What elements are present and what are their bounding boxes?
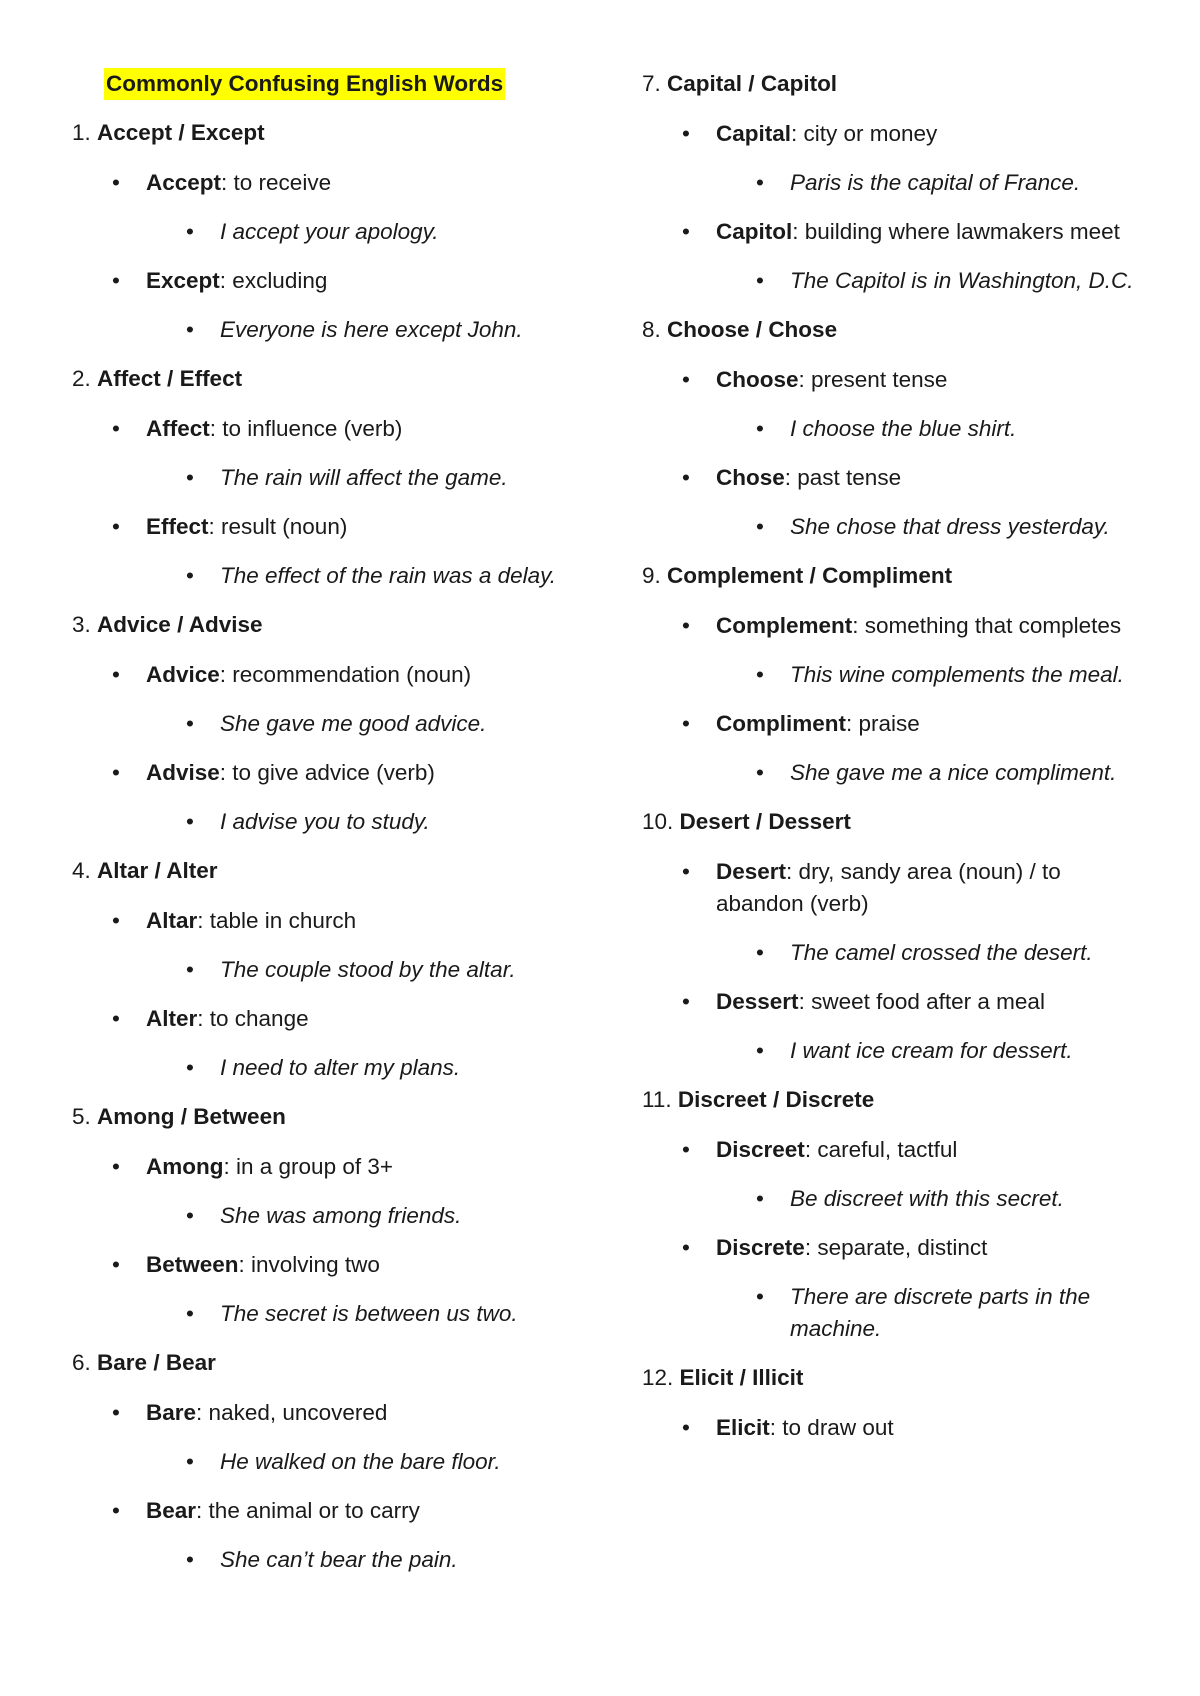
pair-heading	[642, 314, 1142, 346]
term-definition	[72, 167, 582, 199]
pair-word-b: Advise	[188, 612, 263, 637]
pair-words	[97, 1104, 286, 1129]
term-meaning: : past tense	[784, 465, 902, 490]
pair-number: 8.	[642, 317, 661, 342]
term-meaning: : naked, uncovered	[196, 1400, 388, 1425]
term-definition	[72, 905, 582, 937]
bullet-icon: •	[186, 957, 194, 982]
pair-word-a: Advice	[97, 612, 171, 637]
pair-heading	[72, 1101, 582, 1133]
bullet-icon: •	[186, 317, 194, 342]
term-meaning: : careful, tactful	[804, 1137, 958, 1162]
bullet-icon: •	[186, 1203, 194, 1228]
pair-number: 1.	[72, 120, 91, 145]
bullet-icon: •	[756, 940, 764, 965]
pair-heading	[72, 117, 582, 149]
left-word-list	[72, 117, 582, 1576]
example-text: This wine complements the meal.	[790, 662, 1124, 687]
term-word: Bear	[146, 1498, 197, 1523]
example-text: She gave me a nice compliment.	[790, 760, 1117, 785]
pair-word-b: Discrete	[785, 1087, 875, 1112]
term-meaning: : involving two	[238, 1252, 380, 1277]
pair-word-a: Elicit	[679, 1365, 734, 1390]
bullet-icon: •	[682, 859, 690, 884]
bullet-icon: •	[112, 1498, 120, 1523]
pair-words	[667, 317, 837, 342]
bullet-icon: •	[112, 170, 120, 195]
pair-word-b: Capitol	[760, 71, 838, 96]
term-definition	[642, 856, 1142, 920]
pair-words	[97, 366, 242, 391]
pair-word-b: Compliment	[822, 563, 953, 588]
example-text: Paris is the capital of France.	[790, 170, 1081, 195]
term-word: Alter	[146, 1006, 198, 1031]
bullet-icon: •	[186, 1055, 194, 1080]
example-sentence	[642, 937, 1142, 969]
bullet-icon: •	[186, 465, 194, 490]
pair-separator: /	[170, 612, 189, 637]
term-word: Altar	[146, 908, 198, 933]
pair-words	[680, 1365, 804, 1390]
example-text: I accept your apology.	[220, 219, 439, 244]
example-sentence	[72, 806, 582, 838]
pair-separator: /	[803, 563, 823, 588]
term-word: Advise	[146, 760, 220, 785]
example-text: The couple stood by the altar.	[220, 957, 516, 982]
term-word: Bare	[146, 1400, 197, 1425]
example-sentence	[72, 314, 582, 346]
example-sentence	[72, 1052, 582, 1084]
pair-separator: /	[174, 1104, 194, 1129]
bullet-icon: •	[756, 268, 764, 293]
example-text: The effect of the rain was a delay.	[220, 563, 557, 588]
bullet-icon: •	[112, 908, 120, 933]
pair-separator: /	[766, 1087, 786, 1112]
pair-heading	[642, 68, 1142, 100]
pair-heading	[72, 363, 582, 395]
example-sentence	[642, 1281, 1142, 1345]
example-text: She was among friends.	[220, 1203, 462, 1228]
pair-word-a: Discreet	[677, 1087, 767, 1112]
example-text: I choose the blue shirt.	[790, 416, 1017, 441]
term-definition	[642, 364, 1142, 396]
bullet-icon: •	[756, 760, 764, 785]
term-meaning: : sweet food after a meal	[798, 989, 1045, 1014]
example-text: I want ice cream for dessert.	[790, 1038, 1073, 1063]
bullet-icon: •	[112, 416, 120, 441]
term-definition	[72, 413, 582, 445]
example-sentence	[72, 560, 582, 592]
bullet-icon: •	[112, 268, 120, 293]
example-text: There are discrete parts in the machine.	[790, 1284, 1091, 1341]
bullet-icon: •	[682, 121, 690, 146]
term-word: Discreet	[716, 1137, 805, 1162]
term-word: Elicit	[716, 1415, 770, 1440]
pair-word-b: Except	[190, 120, 265, 145]
bullet-icon: •	[186, 1547, 194, 1572]
bullet-icon: •	[682, 465, 690, 490]
bullet-icon: •	[756, 1186, 764, 1211]
term-meaning: : to draw out	[769, 1415, 894, 1440]
bullet-icon: •	[112, 1154, 120, 1179]
example-text: The rain will affect the game.	[220, 465, 508, 490]
pair-words	[97, 1350, 216, 1375]
pair-word-b: Chose	[768, 317, 838, 342]
term-meaning: : city or money	[791, 121, 938, 146]
pair-heading	[642, 1084, 1142, 1116]
example-text: She chose that dress yesterday.	[790, 514, 1110, 539]
pair-words	[667, 563, 952, 588]
pair-words	[678, 1087, 874, 1112]
term-meaning: : in a group of 3+	[223, 1154, 393, 1179]
bullet-icon: •	[756, 1038, 764, 1063]
pair-number: 3.	[72, 612, 91, 637]
term-meaning: : to change	[197, 1006, 309, 1031]
term-word: Chose	[716, 465, 785, 490]
pair-word-a: Altar	[97, 858, 149, 883]
example-text: The camel crossed the desert.	[790, 940, 1093, 965]
bullet-icon: •	[186, 809, 194, 834]
pair-word-a: Choose	[667, 317, 750, 342]
pair-word-a: Bare	[97, 1350, 148, 1375]
term-meaning: : recommendation (noun)	[219, 662, 472, 687]
pair-word-b: Dessert	[768, 809, 851, 834]
term-definition	[642, 708, 1142, 740]
term-word: Among	[146, 1154, 224, 1179]
pair-words	[97, 858, 217, 883]
term-definition	[642, 1232, 1142, 1264]
term-definition	[642, 986, 1142, 1018]
term-meaning: : building where lawmakers meet	[792, 219, 1120, 244]
bullet-icon: •	[756, 170, 764, 195]
term-word: Effect	[146, 514, 209, 539]
term-word: Except	[146, 268, 220, 293]
term-word: Choose	[716, 367, 799, 392]
bullet-icon: •	[756, 416, 764, 441]
pair-words	[97, 120, 265, 145]
pair-word-a: Desert	[679, 809, 750, 834]
example-sentence	[72, 1544, 582, 1576]
example-sentence	[642, 1035, 1142, 1067]
pair-heading	[642, 560, 1142, 592]
pair-word-b: Illicit	[752, 1365, 804, 1390]
term-meaning: : to influence (verb)	[209, 416, 403, 441]
example-sentence	[642, 659, 1142, 691]
term-meaning: : something that completes	[852, 613, 1122, 638]
pair-number: 4.	[72, 858, 91, 883]
term-word: Compliment	[716, 711, 847, 736]
pair-separator: /	[749, 317, 769, 342]
pair-word-a: Complement	[667, 563, 804, 588]
bullet-icon: •	[682, 1137, 690, 1162]
term-definition	[642, 1134, 1142, 1166]
term-meaning: : excluding	[219, 268, 328, 293]
pair-words	[667, 71, 837, 96]
bullet-icon: •	[756, 514, 764, 539]
example-sentence	[72, 1200, 582, 1232]
example-text: I advise you to study.	[220, 809, 430, 834]
term-meaning: : to give advice (verb)	[219, 760, 435, 785]
example-sentence	[72, 462, 582, 494]
pair-separator: /	[742, 71, 761, 96]
document-title: Commonly Confusing English Words	[104, 68, 505, 100]
bullet-icon: •	[682, 613, 690, 638]
pair-separator: /	[147, 1350, 166, 1375]
bullet-icon: •	[112, 1252, 120, 1277]
bullet-icon: •	[112, 514, 120, 539]
term-word: Discrete	[716, 1235, 805, 1260]
example-sentence	[642, 511, 1142, 543]
term-definition	[642, 1412, 1142, 1444]
pair-words	[680, 809, 851, 834]
pair-heading	[72, 855, 582, 887]
bullet-icon: •	[682, 367, 690, 392]
term-word: Accept	[146, 170, 222, 195]
term-definition	[72, 1495, 582, 1527]
term-definition	[642, 216, 1142, 248]
example-text: The secret is between us two.	[220, 1301, 518, 1326]
bullet-icon: •	[682, 1415, 690, 1440]
term-meaning: : to receive	[221, 170, 332, 195]
pair-number: 5.	[72, 1104, 91, 1129]
example-sentence	[72, 1446, 582, 1478]
pair-word-b: Effect	[179, 366, 243, 391]
pair-word-b: Bear	[165, 1350, 216, 1375]
pair-words	[97, 612, 263, 637]
pair-word-a: Affect	[97, 366, 161, 391]
term-word: Capitol	[716, 219, 793, 244]
pair-word-b: Alter	[166, 858, 218, 883]
pair-separator: /	[172, 120, 191, 145]
pair-number: 10.	[642, 809, 674, 834]
example-text: She can’t bear the pain.	[220, 1547, 458, 1572]
term-meaning: : result (noun)	[208, 514, 348, 539]
example-sentence	[72, 216, 582, 248]
term-word: Dessert	[716, 989, 799, 1014]
pair-number: 7.	[642, 71, 661, 96]
term-definition	[72, 1397, 582, 1429]
bullet-icon: •	[682, 711, 690, 736]
term-definition	[72, 757, 582, 789]
example-sentence	[642, 413, 1142, 445]
example-sentence	[642, 265, 1142, 297]
example-sentence	[72, 1298, 582, 1330]
bullet-icon: •	[186, 563, 194, 588]
term-definition	[72, 265, 582, 297]
bullet-icon: •	[186, 219, 194, 244]
term-definition	[642, 462, 1142, 494]
term-definition	[642, 118, 1142, 150]
bullet-icon: •	[186, 711, 194, 736]
term-meaning: : present tense	[798, 367, 948, 392]
bullet-icon: •	[756, 1284, 764, 1309]
bullet-icon: •	[112, 1400, 120, 1425]
example-sentence	[642, 757, 1142, 789]
bullet-icon: •	[756, 662, 764, 687]
term-meaning: : table in church	[197, 908, 357, 933]
bullet-icon: •	[682, 989, 690, 1014]
term-definition	[642, 610, 1142, 642]
left-column	[72, 68, 582, 1593]
pair-heading	[72, 609, 582, 641]
example-sentence	[72, 954, 582, 986]
term-word: Complement	[716, 613, 853, 638]
bullet-icon: •	[112, 662, 120, 687]
bullet-icon: •	[112, 760, 120, 785]
term-meaning: : praise	[846, 711, 920, 736]
example-text: He walked on the bare floor.	[220, 1449, 501, 1474]
term-word: Affect	[146, 416, 210, 441]
pair-separator: /	[148, 858, 167, 883]
pair-separator: /	[733, 1365, 753, 1390]
pair-separator: /	[749, 809, 769, 834]
bullet-icon: •	[186, 1301, 194, 1326]
term-meaning: : the animal or to carry	[196, 1498, 420, 1523]
example-sentence	[642, 167, 1142, 199]
pair-heading	[72, 1347, 582, 1379]
term-definition	[72, 1003, 582, 1035]
right-word-list	[642, 68, 1142, 1444]
pair-number: 11.	[642, 1087, 672, 1112]
bullet-icon: •	[682, 1235, 690, 1260]
pair-number: 6.	[72, 1350, 91, 1375]
term-definition	[72, 659, 582, 691]
example-sentence	[642, 1183, 1142, 1215]
pair-word-a: Among	[97, 1104, 175, 1129]
right-column	[642, 68, 1142, 1461]
term-word: Desert	[716, 859, 787, 884]
term-meaning: : dry, sandy area (noun) / to abandon (verb)	[716, 859, 1061, 916]
bullet-icon: •	[186, 1449, 194, 1474]
pair-number: 2.	[72, 366, 91, 391]
example-text: Everyone is here except John.	[220, 317, 523, 342]
bullet-icon: •	[682, 219, 690, 244]
pair-word-a: Capital	[667, 71, 743, 96]
term-word: Between	[146, 1252, 239, 1277]
example-sentence	[72, 708, 582, 740]
pair-word-a: Accept	[97, 120, 173, 145]
term-word: Capital	[716, 121, 792, 146]
pair-number: 9.	[642, 563, 661, 588]
pair-separator: /	[160, 366, 180, 391]
pair-heading	[642, 1362, 1142, 1394]
pair-heading	[642, 806, 1142, 838]
term-word: Advice	[146, 662, 220, 687]
pair-number: 12.	[642, 1365, 674, 1390]
example-text: The Capitol is in Washington, D.C.	[790, 268, 1134, 293]
example-text: She gave me good advice.	[220, 711, 487, 736]
example-text: Be discreet with this secret.	[790, 1186, 1064, 1211]
example-text: I need to alter my plans.	[220, 1055, 461, 1080]
term-meaning: : separate, distinct	[804, 1235, 988, 1260]
term-definition	[72, 1249, 582, 1281]
bullet-icon: •	[112, 1006, 120, 1031]
term-definition	[72, 511, 582, 543]
term-definition	[72, 1151, 582, 1183]
pair-word-b: Between	[193, 1104, 286, 1129]
